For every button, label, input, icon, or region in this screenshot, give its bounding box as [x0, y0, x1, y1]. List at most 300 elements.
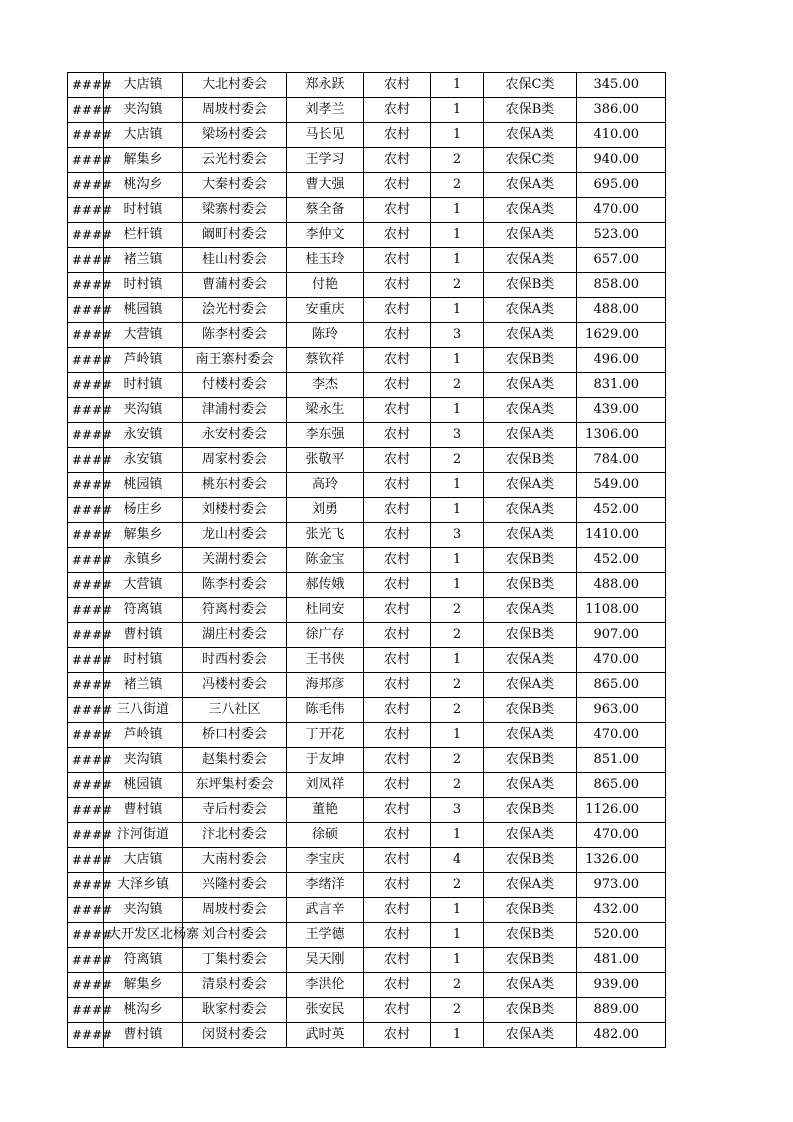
- household-type-cell: 农村: [364, 173, 431, 198]
- row-id-cell: ####: [68, 423, 104, 448]
- member-count-cell: 2: [431, 673, 484, 698]
- insurance-category-cell: 农保B类: [484, 98, 577, 123]
- town-cell: 桃园镇: [104, 473, 183, 498]
- insurance-category-cell: 农保C类: [484, 148, 577, 173]
- member-count-cell: 2: [431, 973, 484, 998]
- insurance-category-cell: 农保B类: [484, 273, 577, 298]
- member-count-cell: 1: [431, 573, 484, 598]
- insurance-category-cell: 农保B类: [484, 798, 577, 823]
- insurance-category-cell: 农保A类: [484, 873, 577, 898]
- member-count-cell: 2: [431, 173, 484, 198]
- insurance-category-cell: 农保B类: [484, 348, 577, 373]
- village-cell: 陈李村委会: [183, 323, 287, 348]
- amount-cell: 386.00: [577, 98, 666, 123]
- row-id-cell: ####: [68, 748, 104, 773]
- town-cell: 桃园镇: [104, 773, 183, 798]
- amount-cell: 470.00: [577, 823, 666, 848]
- household-type-cell: 农村: [364, 273, 431, 298]
- row-id-cell: ####: [68, 198, 104, 223]
- name-cell: 杜同安: [287, 598, 364, 623]
- household-type-cell: 农村: [364, 948, 431, 973]
- insurance-category-cell: 农保A类: [484, 823, 577, 848]
- village-cell: 云光村委会: [183, 148, 287, 173]
- insurance-category-cell: 农保B类: [484, 448, 577, 473]
- village-cell: 刘楼村委会: [183, 498, 287, 523]
- row-id-cell: ####: [68, 723, 104, 748]
- member-count-cell: 2: [431, 598, 484, 623]
- name-cell: 郝传娥: [287, 573, 364, 598]
- name-cell: 安重庆: [287, 298, 364, 323]
- town-cell: 芦岭镇: [104, 723, 183, 748]
- table-row: [68, 998, 666, 1023]
- row-id-cell: ####: [68, 223, 104, 248]
- name-cell: 高玲: [287, 473, 364, 498]
- amount-cell: 1629.00: [577, 323, 666, 348]
- member-count-cell: 1: [431, 1023, 484, 1048]
- table-row: [68, 798, 666, 823]
- row-id-cell: ####: [68, 98, 104, 123]
- amount-cell: 865.00: [577, 673, 666, 698]
- town-cell: 桃沟乡: [104, 173, 183, 198]
- village-cell: 汴北村委会: [183, 823, 287, 848]
- village-cell: 清泉村委会: [183, 973, 287, 998]
- table-row: [68, 348, 666, 373]
- insurance-category-cell: 农保A类: [484, 523, 577, 548]
- village-cell: 寺后村委会: [183, 798, 287, 823]
- town-cell: 曹村镇: [104, 798, 183, 823]
- table-row: [68, 223, 666, 248]
- insurance-category-cell: 农保B类: [484, 573, 577, 598]
- insurance-category-cell: 农保B类: [484, 623, 577, 648]
- household-type-cell: 农村: [364, 398, 431, 423]
- member-count-cell: 2: [431, 998, 484, 1023]
- insurance-category-cell: 农保B类: [484, 548, 577, 573]
- member-count-cell: 4: [431, 848, 484, 873]
- village-cell: 丁集村委会: [183, 948, 287, 973]
- amount-cell: 488.00: [577, 573, 666, 598]
- name-cell: 蔡钦祥: [287, 348, 364, 373]
- table-row: [68, 523, 666, 548]
- amount-cell: 851.00: [577, 748, 666, 773]
- amount-cell: 488.00: [577, 298, 666, 323]
- insurance-category-cell: 农保B类: [484, 748, 577, 773]
- household-type-cell: 农村: [364, 248, 431, 273]
- row-id-cell: ####: [68, 698, 104, 723]
- name-cell: 刘凤祥: [287, 773, 364, 798]
- village-cell: 南王寨村委会: [183, 348, 287, 373]
- town-cell: 大店镇: [104, 123, 183, 148]
- member-count-cell: 3: [431, 423, 484, 448]
- village-cell: 永安村委会: [183, 423, 287, 448]
- insurance-category-cell: 农保A类: [484, 223, 577, 248]
- name-cell: 董艳: [287, 798, 364, 823]
- amount-cell: 865.00: [577, 773, 666, 798]
- amount-cell: 831.00: [577, 373, 666, 398]
- row-id-cell: ####: [68, 598, 104, 623]
- household-type-cell: 农村: [364, 723, 431, 748]
- name-cell: 郑永跃: [287, 73, 364, 98]
- insurance-category-cell: 农保A类: [484, 173, 577, 198]
- village-cell: 陈李村委会: [183, 573, 287, 598]
- insurance-category-cell: 农保A类: [484, 123, 577, 148]
- amount-cell: 523.00: [577, 223, 666, 248]
- household-type-cell: 农村: [364, 348, 431, 373]
- row-id-cell: ####: [68, 673, 104, 698]
- amount-cell: 963.00: [577, 698, 666, 723]
- insurance-category-cell: 农保C类: [484, 73, 577, 98]
- insurance-category-cell: 农保B类: [484, 898, 577, 923]
- amount-cell: 889.00: [577, 998, 666, 1023]
- village-cell: 大北村委会: [183, 73, 287, 98]
- village-cell: 大南村委会: [183, 848, 287, 873]
- town-cell: 时村镇: [104, 373, 183, 398]
- household-type-cell: 农村: [364, 598, 431, 623]
- amount-cell: 481.00: [577, 948, 666, 973]
- roster-table: [67, 72, 666, 1048]
- member-count-cell: 1: [431, 548, 484, 573]
- village-cell: 曹蒲村委会: [183, 273, 287, 298]
- town-cell: 夹沟镇: [104, 398, 183, 423]
- member-count-cell: 2: [431, 748, 484, 773]
- member-count-cell: 2: [431, 623, 484, 648]
- name-cell: 李仲文: [287, 223, 364, 248]
- town-cell: 大营镇: [104, 323, 183, 348]
- table-row: [68, 873, 666, 898]
- town-cell: 符离镇: [104, 948, 183, 973]
- town-cell: 曹村镇: [104, 1023, 183, 1048]
- row-id-cell: ####: [68, 823, 104, 848]
- insurance-category-cell: 农保A类: [484, 373, 577, 398]
- row-id-cell: ####: [68, 1023, 104, 1048]
- insurance-category-cell: 农保A类: [484, 773, 577, 798]
- village-cell: 大秦村委会: [183, 173, 287, 198]
- village-cell: 周坡村委会: [183, 898, 287, 923]
- table-row: [68, 73, 666, 98]
- table-row: [68, 298, 666, 323]
- table-row: [68, 323, 666, 348]
- household-type-cell: 农村: [364, 823, 431, 848]
- insurance-category-cell: 农保B类: [484, 698, 577, 723]
- household-type-cell: 农村: [364, 198, 431, 223]
- village-cell: 赵集村委会: [183, 748, 287, 773]
- town-cell: 永安镇: [104, 423, 183, 448]
- household-type-cell: 农村: [364, 898, 431, 923]
- name-cell: 王学习: [287, 148, 364, 173]
- amount-cell: 452.00: [577, 548, 666, 573]
- member-count-cell: 1: [431, 648, 484, 673]
- name-cell: 陈玲: [287, 323, 364, 348]
- table-row: [68, 623, 666, 648]
- name-cell: 王学德: [287, 923, 364, 948]
- table-row: [68, 723, 666, 748]
- table-row: [68, 173, 666, 198]
- name-cell: 徐广存: [287, 623, 364, 648]
- amount-cell: 1108.00: [577, 598, 666, 623]
- village-cell: 龙山村委会: [183, 523, 287, 548]
- village-cell: 耿家村委会: [183, 998, 287, 1023]
- insurance-category-cell: 农保A类: [484, 973, 577, 998]
- village-cell: 关湖村委会: [183, 548, 287, 573]
- row-id-cell: ####: [68, 123, 104, 148]
- table-row: [68, 548, 666, 573]
- household-type-cell: 农村: [364, 123, 431, 148]
- row-id-cell: ####: [68, 973, 104, 998]
- insurance-category-cell: 农保A类: [484, 398, 577, 423]
- row-id-cell: ####: [68, 298, 104, 323]
- town-cell: 大开发区北杨寨: [104, 923, 183, 948]
- table-row: [68, 248, 666, 273]
- household-type-cell: 农村: [364, 223, 431, 248]
- member-count-cell: 2: [431, 273, 484, 298]
- table-row: [68, 448, 666, 473]
- row-id-cell: ####: [68, 648, 104, 673]
- town-cell: 时村镇: [104, 198, 183, 223]
- amount-cell: 939.00: [577, 973, 666, 998]
- name-cell: 马长见: [287, 123, 364, 148]
- town-cell: 解集乡: [104, 148, 183, 173]
- name-cell: 梁永生: [287, 398, 364, 423]
- amount-cell: 410.00: [577, 123, 666, 148]
- household-type-cell: 农村: [364, 373, 431, 398]
- amount-cell: 657.00: [577, 248, 666, 273]
- row-id-cell: ####: [68, 873, 104, 898]
- table-row: [68, 423, 666, 448]
- table-row: [68, 773, 666, 798]
- table-row: [68, 198, 666, 223]
- row-id-cell: ####: [68, 348, 104, 373]
- member-count-cell: 1: [431, 498, 484, 523]
- amount-cell: 496.00: [577, 348, 666, 373]
- insurance-category-cell: 农保B类: [484, 948, 577, 973]
- town-cell: 永镇乡: [104, 548, 183, 573]
- amount-cell: 549.00: [577, 473, 666, 498]
- village-cell: 梁寨村委会: [183, 198, 287, 223]
- roster-body: [68, 73, 666, 1048]
- amount-cell: 439.00: [577, 398, 666, 423]
- town-cell: 解集乡: [104, 973, 183, 998]
- household-type-cell: 农村: [364, 773, 431, 798]
- member-count-cell: 1: [431, 348, 484, 373]
- table-row: [68, 948, 666, 973]
- household-type-cell: 农村: [364, 298, 431, 323]
- table-row: [68, 898, 666, 923]
- row-id-cell: ####: [68, 173, 104, 198]
- row-id-cell: ####: [68, 573, 104, 598]
- insurance-category-cell: 农保A类: [484, 648, 577, 673]
- table-row: [68, 123, 666, 148]
- amount-cell: 1126.00: [577, 798, 666, 823]
- row-id-cell: ####: [68, 898, 104, 923]
- member-count-cell: 1: [431, 123, 484, 148]
- amount-cell: 907.00: [577, 623, 666, 648]
- name-cell: 曹大强: [287, 173, 364, 198]
- table-row: [68, 573, 666, 598]
- amount-cell: 345.00: [577, 73, 666, 98]
- household-type-cell: 农村: [364, 1023, 431, 1048]
- household-type-cell: 农村: [364, 798, 431, 823]
- member-count-cell: 3: [431, 523, 484, 548]
- name-cell: 李东强: [287, 423, 364, 448]
- row-id-cell: ####: [68, 73, 104, 98]
- town-cell: 解集乡: [104, 523, 183, 548]
- row-id-cell: ####: [68, 623, 104, 648]
- name-cell: 蔡全备: [287, 198, 364, 223]
- household-type-cell: 农村: [364, 523, 431, 548]
- household-type-cell: 农村: [364, 498, 431, 523]
- table-row: [68, 473, 666, 498]
- town-cell: 夹沟镇: [104, 98, 183, 123]
- household-type-cell: 农村: [364, 548, 431, 573]
- amount-cell: 520.00: [577, 923, 666, 948]
- village-cell: 阚町村委会: [183, 223, 287, 248]
- member-count-cell: 3: [431, 323, 484, 348]
- household-type-cell: 农村: [364, 848, 431, 873]
- name-cell: 张敬平: [287, 448, 364, 473]
- amount-cell: 470.00: [577, 198, 666, 223]
- table-row: [68, 1023, 666, 1048]
- name-cell: 丁开花: [287, 723, 364, 748]
- household-type-cell: 农村: [364, 873, 431, 898]
- household-type-cell: 农村: [364, 573, 431, 598]
- row-id-cell: ####: [68, 248, 104, 273]
- table-row: [68, 273, 666, 298]
- insurance-category-cell: 农保A类: [484, 673, 577, 698]
- name-cell: 李杰: [287, 373, 364, 398]
- town-cell: 桃园镇: [104, 298, 183, 323]
- name-cell: 吴天刚: [287, 948, 364, 973]
- household-type-cell: 农村: [364, 473, 431, 498]
- village-cell: 时西村委会: [183, 648, 287, 673]
- member-count-cell: 1: [431, 723, 484, 748]
- row-id-cell: ####: [68, 773, 104, 798]
- village-cell: 东坪集村委会: [183, 773, 287, 798]
- name-cell: 付艳: [287, 273, 364, 298]
- household-type-cell: 农村: [364, 98, 431, 123]
- name-cell: 武时英: [287, 1023, 364, 1048]
- name-cell: 陈毛伟: [287, 698, 364, 723]
- table-row: [68, 98, 666, 123]
- household-type-cell: 农村: [364, 423, 431, 448]
- member-count-cell: 3: [431, 798, 484, 823]
- row-id-cell: ####: [68, 523, 104, 548]
- table-row: [68, 923, 666, 948]
- village-cell: 付楼村委会: [183, 373, 287, 398]
- household-type-cell: 农村: [364, 73, 431, 98]
- member-count-cell: 1: [431, 73, 484, 98]
- amount-cell: 695.00: [577, 173, 666, 198]
- table-row: [68, 373, 666, 398]
- insurance-category-cell: 农保A类: [484, 723, 577, 748]
- town-cell: 大营镇: [104, 573, 183, 598]
- member-count-cell: 1: [431, 823, 484, 848]
- insurance-category-cell: 农保A类: [484, 498, 577, 523]
- member-count-cell: 1: [431, 948, 484, 973]
- name-cell: 陈金宝: [287, 548, 364, 573]
- row-id-cell: ####: [68, 398, 104, 423]
- household-type-cell: 农村: [364, 448, 431, 473]
- row-id-cell: ####: [68, 848, 104, 873]
- row-id-cell: ####: [68, 798, 104, 823]
- household-type-cell: 农村: [364, 673, 431, 698]
- amount-cell: 470.00: [577, 723, 666, 748]
- village-cell: 湖庄村委会: [183, 623, 287, 648]
- name-cell: 李洪伦: [287, 973, 364, 998]
- insurance-category-cell: 农保A类: [484, 1023, 577, 1048]
- household-type-cell: 农村: [364, 698, 431, 723]
- name-cell: 海邦彦: [287, 673, 364, 698]
- insurance-category-cell: 农保A类: [484, 248, 577, 273]
- member-count-cell: 1: [431, 898, 484, 923]
- name-cell: 桂玉玲: [287, 248, 364, 273]
- row-id-cell: ####: [68, 373, 104, 398]
- row-id-cell: ####: [68, 498, 104, 523]
- table-row: [68, 648, 666, 673]
- household-type-cell: 农村: [364, 973, 431, 998]
- member-count-cell: 2: [431, 698, 484, 723]
- amount-cell: 940.00: [577, 148, 666, 173]
- town-cell: 永安镇: [104, 448, 183, 473]
- town-cell: 时村镇: [104, 273, 183, 298]
- insurance-category-cell: 农保A类: [484, 598, 577, 623]
- insurance-category-cell: 农保B类: [484, 848, 577, 873]
- table-row: [68, 398, 666, 423]
- town-cell: 时村镇: [104, 648, 183, 673]
- amount-cell: 470.00: [577, 648, 666, 673]
- name-cell: 王书侠: [287, 648, 364, 673]
- member-count-cell: 1: [431, 98, 484, 123]
- town-cell: 大店镇: [104, 848, 183, 873]
- town-cell: 大泽乡镇: [104, 873, 183, 898]
- amount-cell: 784.00: [577, 448, 666, 473]
- town-cell: 夹沟镇: [104, 748, 183, 773]
- row-id-cell: ####: [68, 448, 104, 473]
- town-cell: 杨庄乡: [104, 498, 183, 523]
- amount-cell: 1326.00: [577, 848, 666, 873]
- village-cell: 桥口村委会: [183, 723, 287, 748]
- town-cell: 桃沟乡: [104, 998, 183, 1023]
- town-cell: 汴河街道: [104, 823, 183, 848]
- village-cell: 兴隆村委会: [183, 873, 287, 898]
- town-cell: 曹村镇: [104, 623, 183, 648]
- town-cell: 栏杆镇: [104, 223, 183, 248]
- amount-cell: 1306.00: [577, 423, 666, 448]
- village-cell: 浍光村委会: [183, 298, 287, 323]
- name-cell: 张安民: [287, 998, 364, 1023]
- amount-cell: 452.00: [577, 498, 666, 523]
- village-cell: 三八社区: [183, 698, 287, 723]
- village-cell: 桂山村委会: [183, 248, 287, 273]
- member-count-cell: 2: [431, 873, 484, 898]
- table-row: [68, 673, 666, 698]
- village-cell: 梁场村委会: [183, 123, 287, 148]
- member-count-cell: 2: [431, 448, 484, 473]
- table-row: [68, 973, 666, 998]
- member-count-cell: 2: [431, 373, 484, 398]
- household-type-cell: 农村: [364, 648, 431, 673]
- name-cell: 刘勇: [287, 498, 364, 523]
- town-cell: 褚兰镇: [104, 248, 183, 273]
- member-count-cell: 1: [431, 298, 484, 323]
- table-row: [68, 823, 666, 848]
- table-row: [68, 598, 666, 623]
- table-row: [68, 498, 666, 523]
- row-id-cell: ####: [68, 548, 104, 573]
- insurance-category-cell: 农保A类: [484, 198, 577, 223]
- town-cell: 夹沟镇: [104, 898, 183, 923]
- amount-cell: 482.00: [577, 1023, 666, 1048]
- town-cell: 褚兰镇: [104, 673, 183, 698]
- household-type-cell: 农村: [364, 998, 431, 1023]
